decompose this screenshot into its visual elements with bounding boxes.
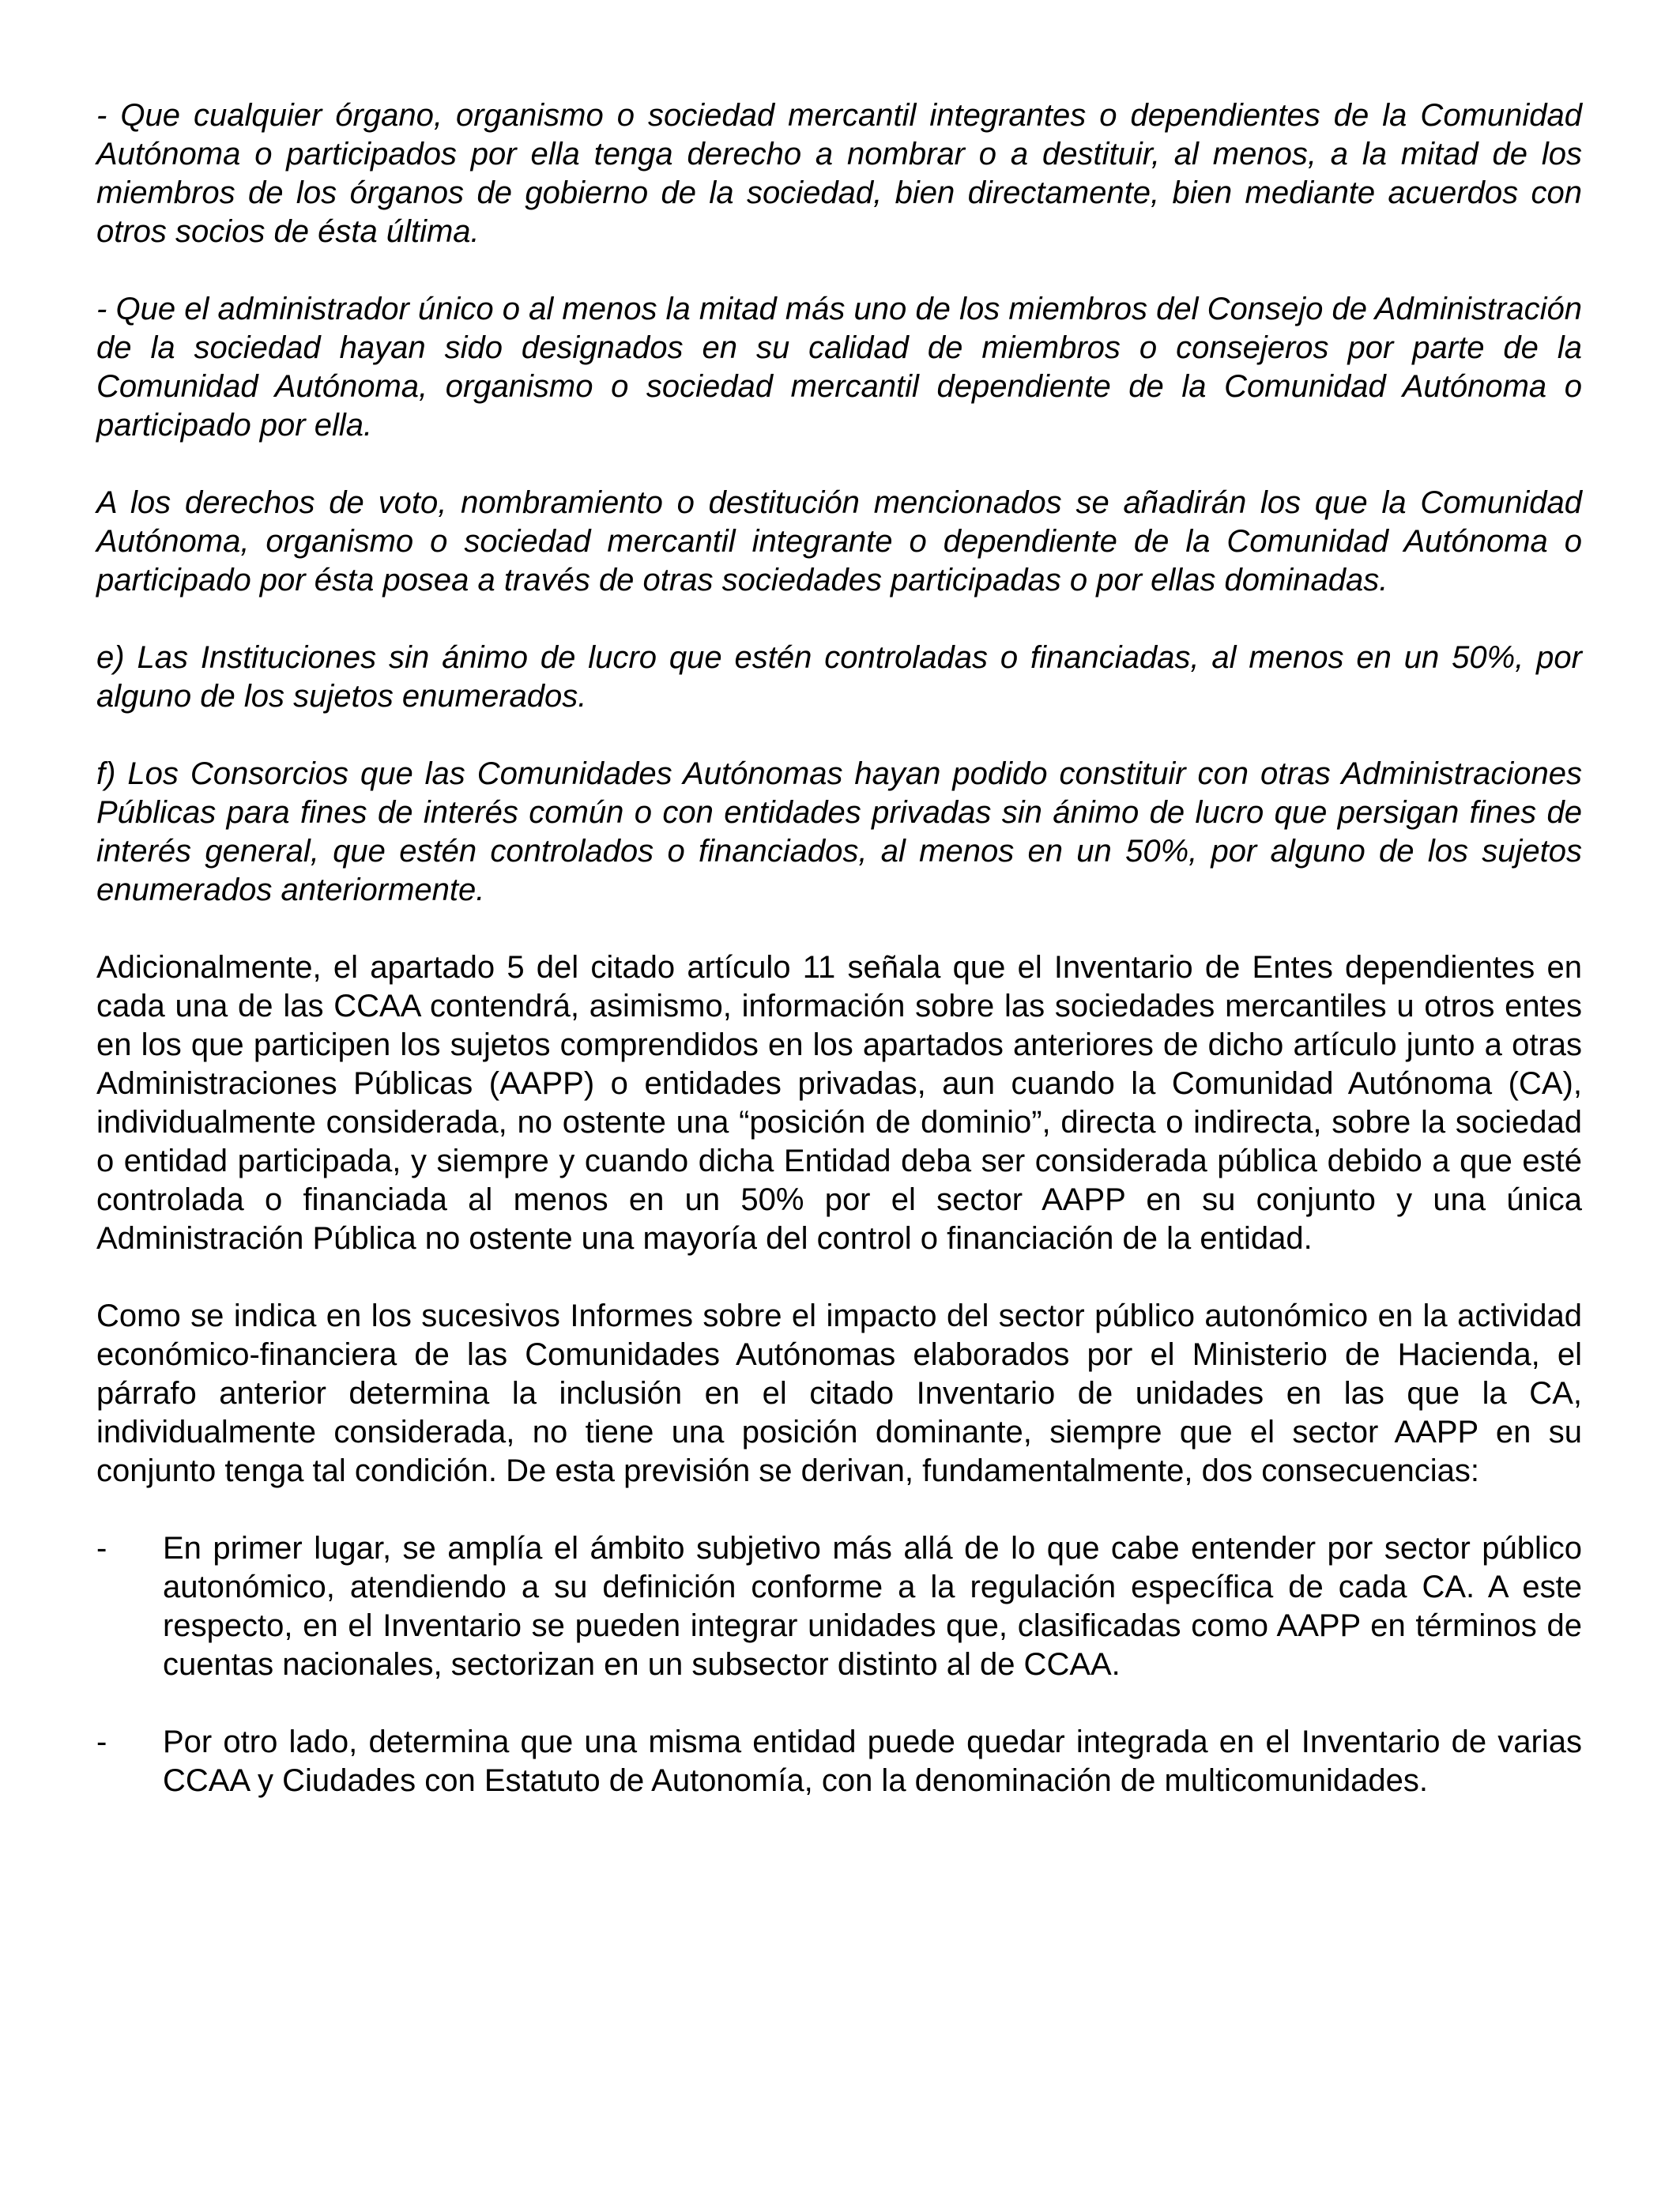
bullet-item (96, 1529, 1582, 1684)
italic-paragraph: - Que el administrador único o al menos la mitad más uno de los miembros del Consejo de Administración de la sociedad hayan sido designados en su calidad de miembros o consejeros por parte de la Comunidad Autónoma, organismo o sociedad mercantil dependiente de la Comunidad Autónoma o participado por ella. (96, 292, 1582, 443)
document-page (96, 96, 1582, 1839)
italic-paragraph: A los derechos de voto, nombramiento o destitución mencionados se añadirán los que la Comunidad Autónoma, organismo o sociedad mercantil integrante o dependiente de la Comunidad Autónoma o participado por ésta posea a través de otras sociedades participadas o por ellas dominadas. (96, 485, 1582, 598)
bullet-marker: - (96, 1725, 107, 1759)
bullet-text: Por otro lado, determina que una misma entidad puede quedar integrada en el Inventario de varias CCAA y Ciudades con Estatuto de Autonomía, con la denominación de multicomunidades. (163, 1725, 1582, 1798)
bullet-item (96, 1723, 1582, 1800)
bullet-marker: - (96, 1531, 107, 1566)
italic-paragraph: f) Los Consorcios que las Comunidades Autónomas hayan podido constituir con otras Administraciones Públicas para fines de interés común o con entidades privadas sin ánimo de lucro que persigan fines de interés general, que estén controlados o financiados, al menos en un 50%, por alguno de los sujetos enumerados anteriormente. (96, 756, 1582, 907)
body-paragraph: Como se indica en los sucesivos Informes sobre el impacto del sector público autonómico en la actividad económico-financiera de las Comunidades Autónomas elaborados por el Ministerio de Hacienda, el párrafo anterior determina la inclusión en el citado Inventario de unidades en las que la CA, individualmente considerada, no tiene una posición dominante, siempre que el sector AAPP en su conjunto tenga tal condición. De esta previsión se derivan, fundamentalmente, dos consecuencias: (96, 1299, 1582, 1488)
body-paragraph: Adicionalmente, el apartado 5 del citado artículo 11 señala que el Inventario de Entes dependientes en cada una de las CCAA contendrá, asimismo, información sobre las sociedades mercantiles u otros entes en los que participen los sujetos comprendidos en los apartados anteriores de dicho artículo junto a otras Administraciones Públicas (AAPP) o entidades privadas, aun cuando la Comunidad Autónoma (CA), individualmente considerada, no ostente una “posición de dominio”, directa o indirecta, sobre la sociedad o entidad participada, y siempre y cuando dicha Entidad deba ser considerada pública debido a que esté controlada o financiada al menos en un 50% por el sector AAPP en su conjunto y una única Administración Pública no ostente una mayoría del control o financiación de la entidad. (96, 950, 1582, 1256)
bullet-text: En primer lugar, se amplía el ámbito subjetivo más allá de lo que cabe entender por sector público autonómico, atendiendo a su definición conforme a la regulación específica de cada CA. A este respecto, en el Inventario se pueden integrar unidades que, clasificadas como AAPP en términos de cuentas nacionales, sectorizan en un subsector distinto al de CCAA. (163, 1531, 1582, 1682)
italic-paragraph: - Que cualquier órgano, organismo o sociedad mercantil integrantes o dependientes de la Comunidad Autónoma o participados por ella tenga derecho a nombrar o a destituir, al menos, a la mitad de los miembros de los órganos de gobierno de la sociedad, bien directamente, bien mediante acuerdos con otros socios de ésta última. (96, 98, 1582, 249)
italic-paragraph: e) Las Instituciones sin ánimo de lucro que estén controladas o financiadas, al menos en un 50%, por alguno de los sujetos enumerados. (96, 640, 1582, 714)
